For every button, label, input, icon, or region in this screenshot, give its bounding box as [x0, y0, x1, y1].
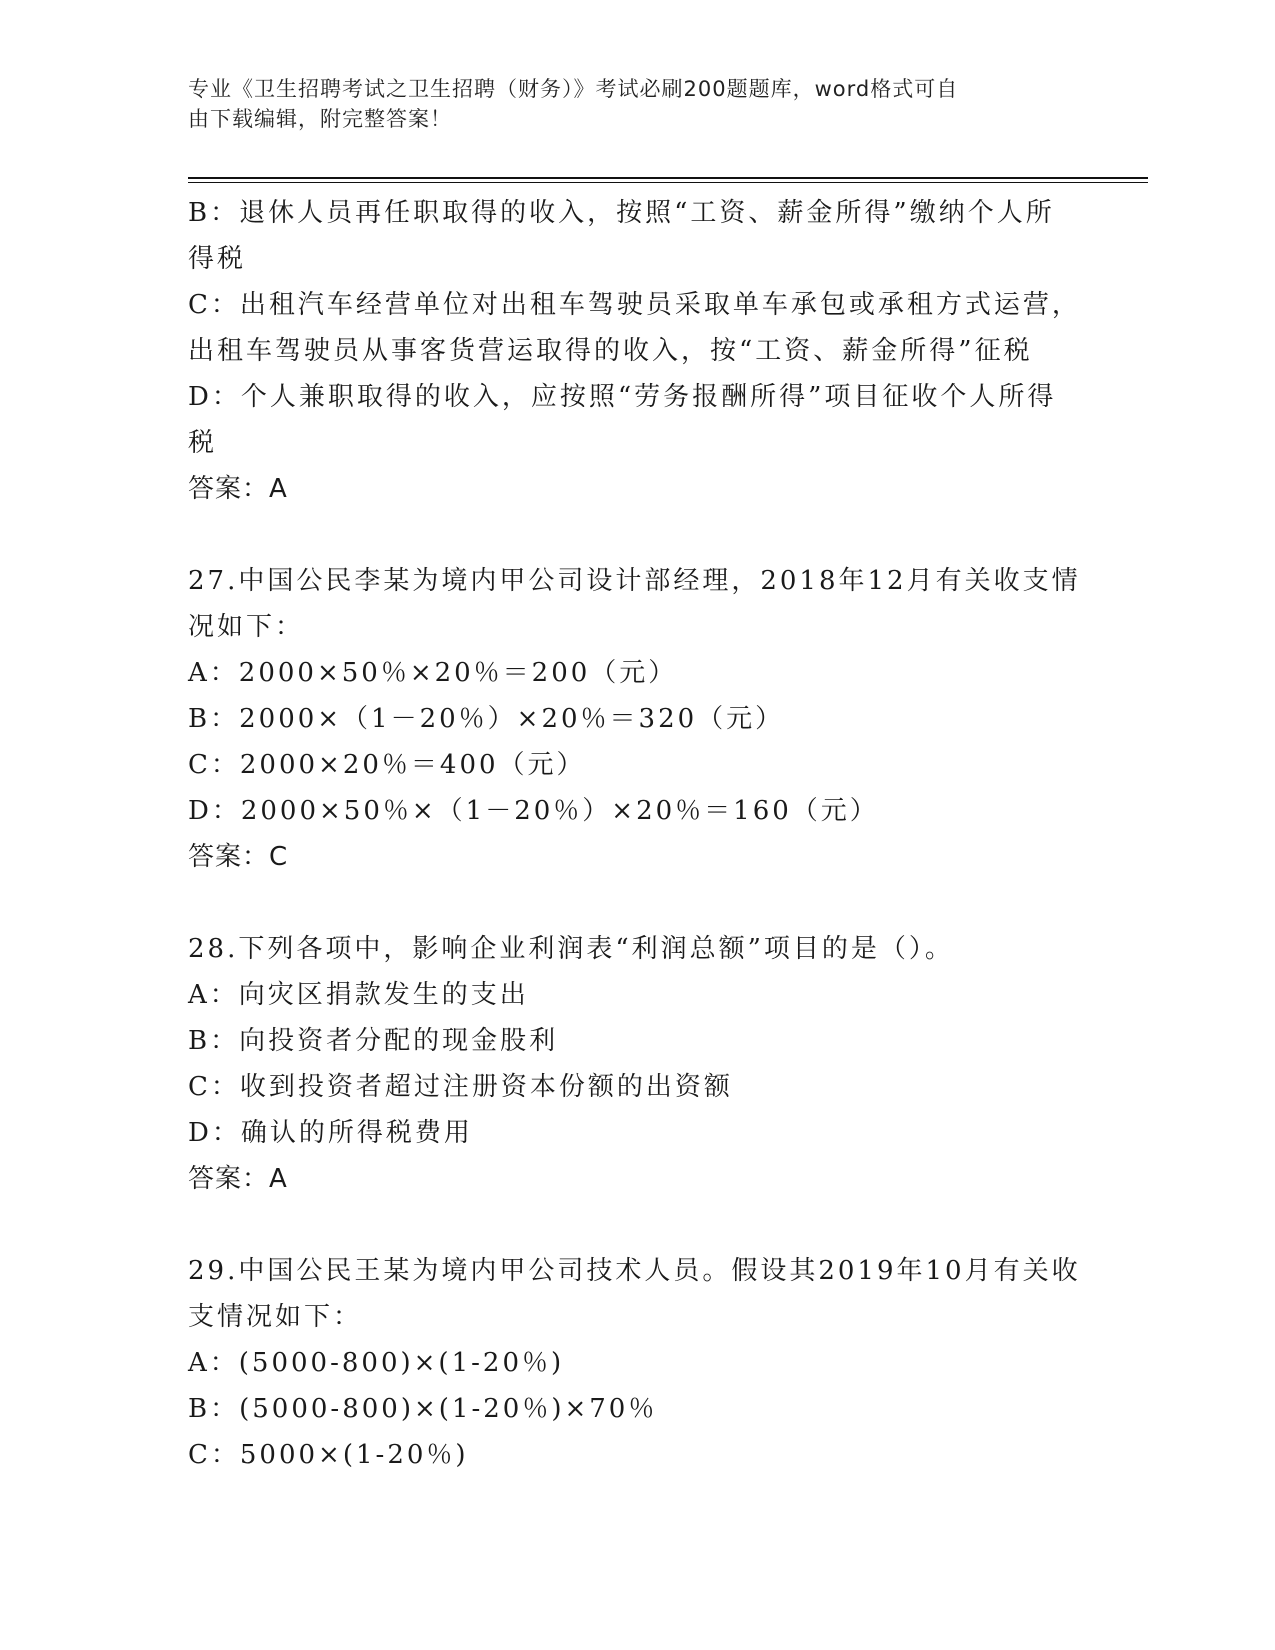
- q27-option-b: B：2000×（1－20％）×20％＝320（元）: [188, 704, 785, 734]
- q27-option-d: D：2000×50％×（1－20％）×20％＝160（元）: [188, 796, 879, 826]
- spacer: [188, 880, 1068, 926]
- q28-option-b: B：向投资者分配的现金股利: [188, 1026, 559, 1056]
- question-28: [188, 926, 1068, 1202]
- q28-option-c: C：收到投资者超过注册资本份额的出资额: [188, 1072, 733, 1102]
- document-header: [188, 74, 1068, 134]
- q29-stem-line-2: 支情况如下：: [188, 1302, 363, 1332]
- q28-option-d: D：确认的所得税费用: [188, 1118, 473, 1148]
- q28-stem: 28.下列各项中，影响企业利润表“利润总额”项目的是（）。: [188, 934, 954, 964]
- q26-option-d-line-1: D：个人兼职取得的收入，应按照“劳务报酬所得”项目征收个人所得: [188, 382, 1057, 412]
- q29-stem-line-1: 29.中国公民王某为境内甲公司技术人员。假设其2019年10月有关收: [188, 1256, 1081, 1286]
- q28-option-a: A：向灾区捐款发生的支出: [188, 980, 529, 1010]
- header-line-1: 专业《卫生招聘考试之卫生招聘（财务）》考试必刷200题题库，word格式可自: [188, 77, 959, 101]
- q26-option-b-line-2: 得税: [188, 244, 247, 274]
- q27-option-a: A：2000×50％×20％＝200（元）: [188, 658, 678, 688]
- question-29: [188, 1248, 1081, 1478]
- q27-option-c: C：2000×20％＝400（元）: [188, 750, 586, 780]
- q26-option-d-line-2: 税: [188, 428, 218, 458]
- header-divider-thin: [188, 182, 1148, 183]
- q27-stem-line-1: 27.中国公民李某为境内甲公司设计部经理，2018年12月有关收支情: [188, 566, 1081, 596]
- q26-option-c-line-2: 出租车驾驶员从事客货营运取得的收入，按“工资、薪金所得”征税: [188, 336, 1033, 366]
- header-line-2: 由下载编辑，附完整答案！: [188, 107, 452, 131]
- q27-stem-line-2: 况如下：: [188, 612, 305, 642]
- q29-option-a: A：(5000-800)×(1-20％): [188, 1348, 565, 1378]
- q29-option-c: C：5000×(1-20％): [188, 1440, 469, 1470]
- q26-answer: 答案：A: [188, 474, 288, 504]
- question-27: [188, 558, 1081, 880]
- spacer: [188, 1202, 1068, 1248]
- spacer: [188, 512, 1068, 558]
- q29-option-b: B：(5000-800)×(1-20％)×70％: [188, 1394, 658, 1424]
- q27-answer: 答案：C: [188, 842, 289, 872]
- header-divider-thick: [188, 177, 1148, 179]
- q28-answer: 答案：A: [188, 1164, 288, 1194]
- q26-option-b-line-1: B：退休人员再任职取得的收入，按照“工资、薪金所得”缴纳个人所: [188, 198, 1055, 228]
- question-26-tail: [188, 190, 1081, 512]
- q26-option-c-line-1: C：出租汽车经营单位对出租车驾驶员采取单车承包或承租方式运营，: [188, 290, 1081, 320]
- question-content: [188, 190, 1081, 1478]
